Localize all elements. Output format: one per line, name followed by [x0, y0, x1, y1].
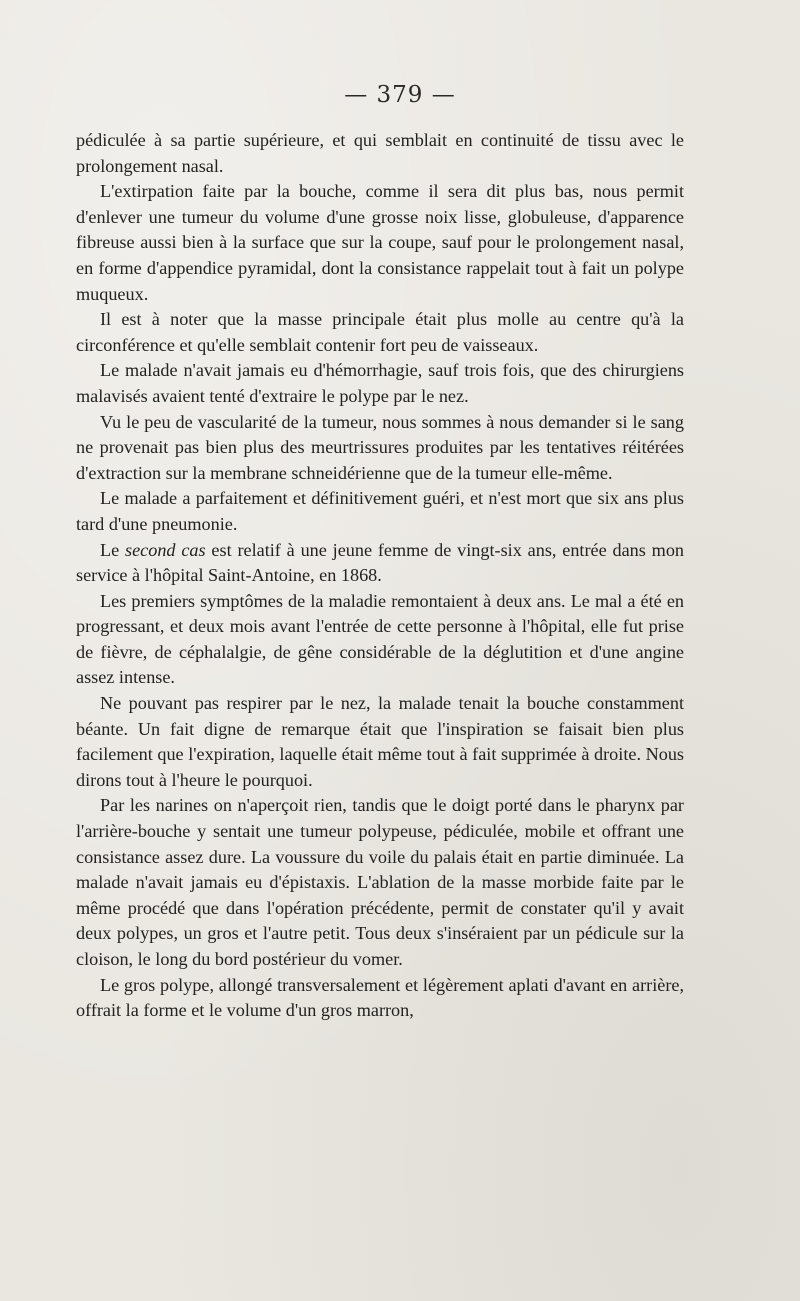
paragraph-lead: Le — [100, 539, 126, 560]
body-text — [76, 128, 684, 1024]
paragraph-rest: est relatif à une jeune femme de vingt-six ans, entrée dans mon service à l'hôpital Saint-Antoine, en 1868. — [76, 539, 685, 586]
paragraph: L'extirpation faite par la bouche, comme il sera dit plus bas, nous permit d'enlever une tumeur du volume d'une grosse noix lisse, globuleuse, d'apparence fibreuse aussi bien à la surface que sur la coupe, sauf pour le prolongement nasal, en forme d'appendice pyramidal, dont la consistance rappelait tout à fait un polype muqueux. — [76, 181, 684, 304]
paragraph: Le gros polype, allongé transversalement et légèrement aplati d'avant en arrière, offrait la forme et le volume d'un gros marron, — [76, 974, 684, 1021]
paragraph: Ne pouvant pas respirer par le nez, la malade tenait la bouche constamment béante. Un fait digne de remarque était que l'inspiration se faisait bien plus facilement que l'expiration, laquelle était même tout à fait supprimée à droite. Nous dirons tout à l'heure le pourquoi. — [76, 693, 684, 790]
page-number: — 379 — — [344, 82, 456, 108]
paragraph: Par les narines on n'aperçoit rien, tandis que le doigt porté dans le pharynx par l'arrière-bouche y sentait une tumeur polypeuse, pédiculée, mobile et offrant une consistance assez dure. La voussure du voile du palais était en partie diminuée. La malade n'avait jamais eu d'épistaxis. L'ablation de la masse morbide faite par le même procédé que dans l'opération précédente, permit de constater qu'il y avait deux polypes, un gros et l'autre petit. Tous deux s'inséraient par un pédicule sur la cloison, le long du bord postérieur du vomer. — [76, 795, 684, 969]
paragraph: Il est à noter que la masse principale était plus molle au centre qu'à la circonférence et qu'elle semblait contenir fort peu de vaisseaux. — [76, 309, 684, 355]
paragraph: pédiculée à sa partie supérieure, et qui semblait en continuité de tissu avec le prolongement nasal. — [76, 130, 684, 176]
italic-term: second cas — [125, 539, 206, 560]
paragraph: Le malade n'avait jamais eu d'hémorrhagie, sauf trois fois, que des chirurgiens malavisés avaient tenté d'extraire le polype par le nez. — [76, 360, 684, 406]
paragraph — [76, 538, 684, 589]
paragraph: Les premiers symptômes de la maladie remontaient à deux ans. Le mal a été en progressant, et deux mois avant l'entrée de cette personne à l'hôpital, elle fut prise de fièvre, de céphalalgie, de gêne considérable de la déglutition et d'une angine assez intense. — [76, 590, 684, 688]
paragraph: Le malade a parfaitement et définitivement guéri, et n'est mort que six ans plus tard d'une pneumonie. — [76, 488, 684, 534]
paragraph: Vu le peu de vascularité de la tumeur, nous sommes à nous demander si le sang ne provenait pas bien plus des meurtrissures produites par les tentatives réitérées d'extraction sur la membrane schneidérienne que de la tumeur elle-même. — [76, 411, 684, 483]
